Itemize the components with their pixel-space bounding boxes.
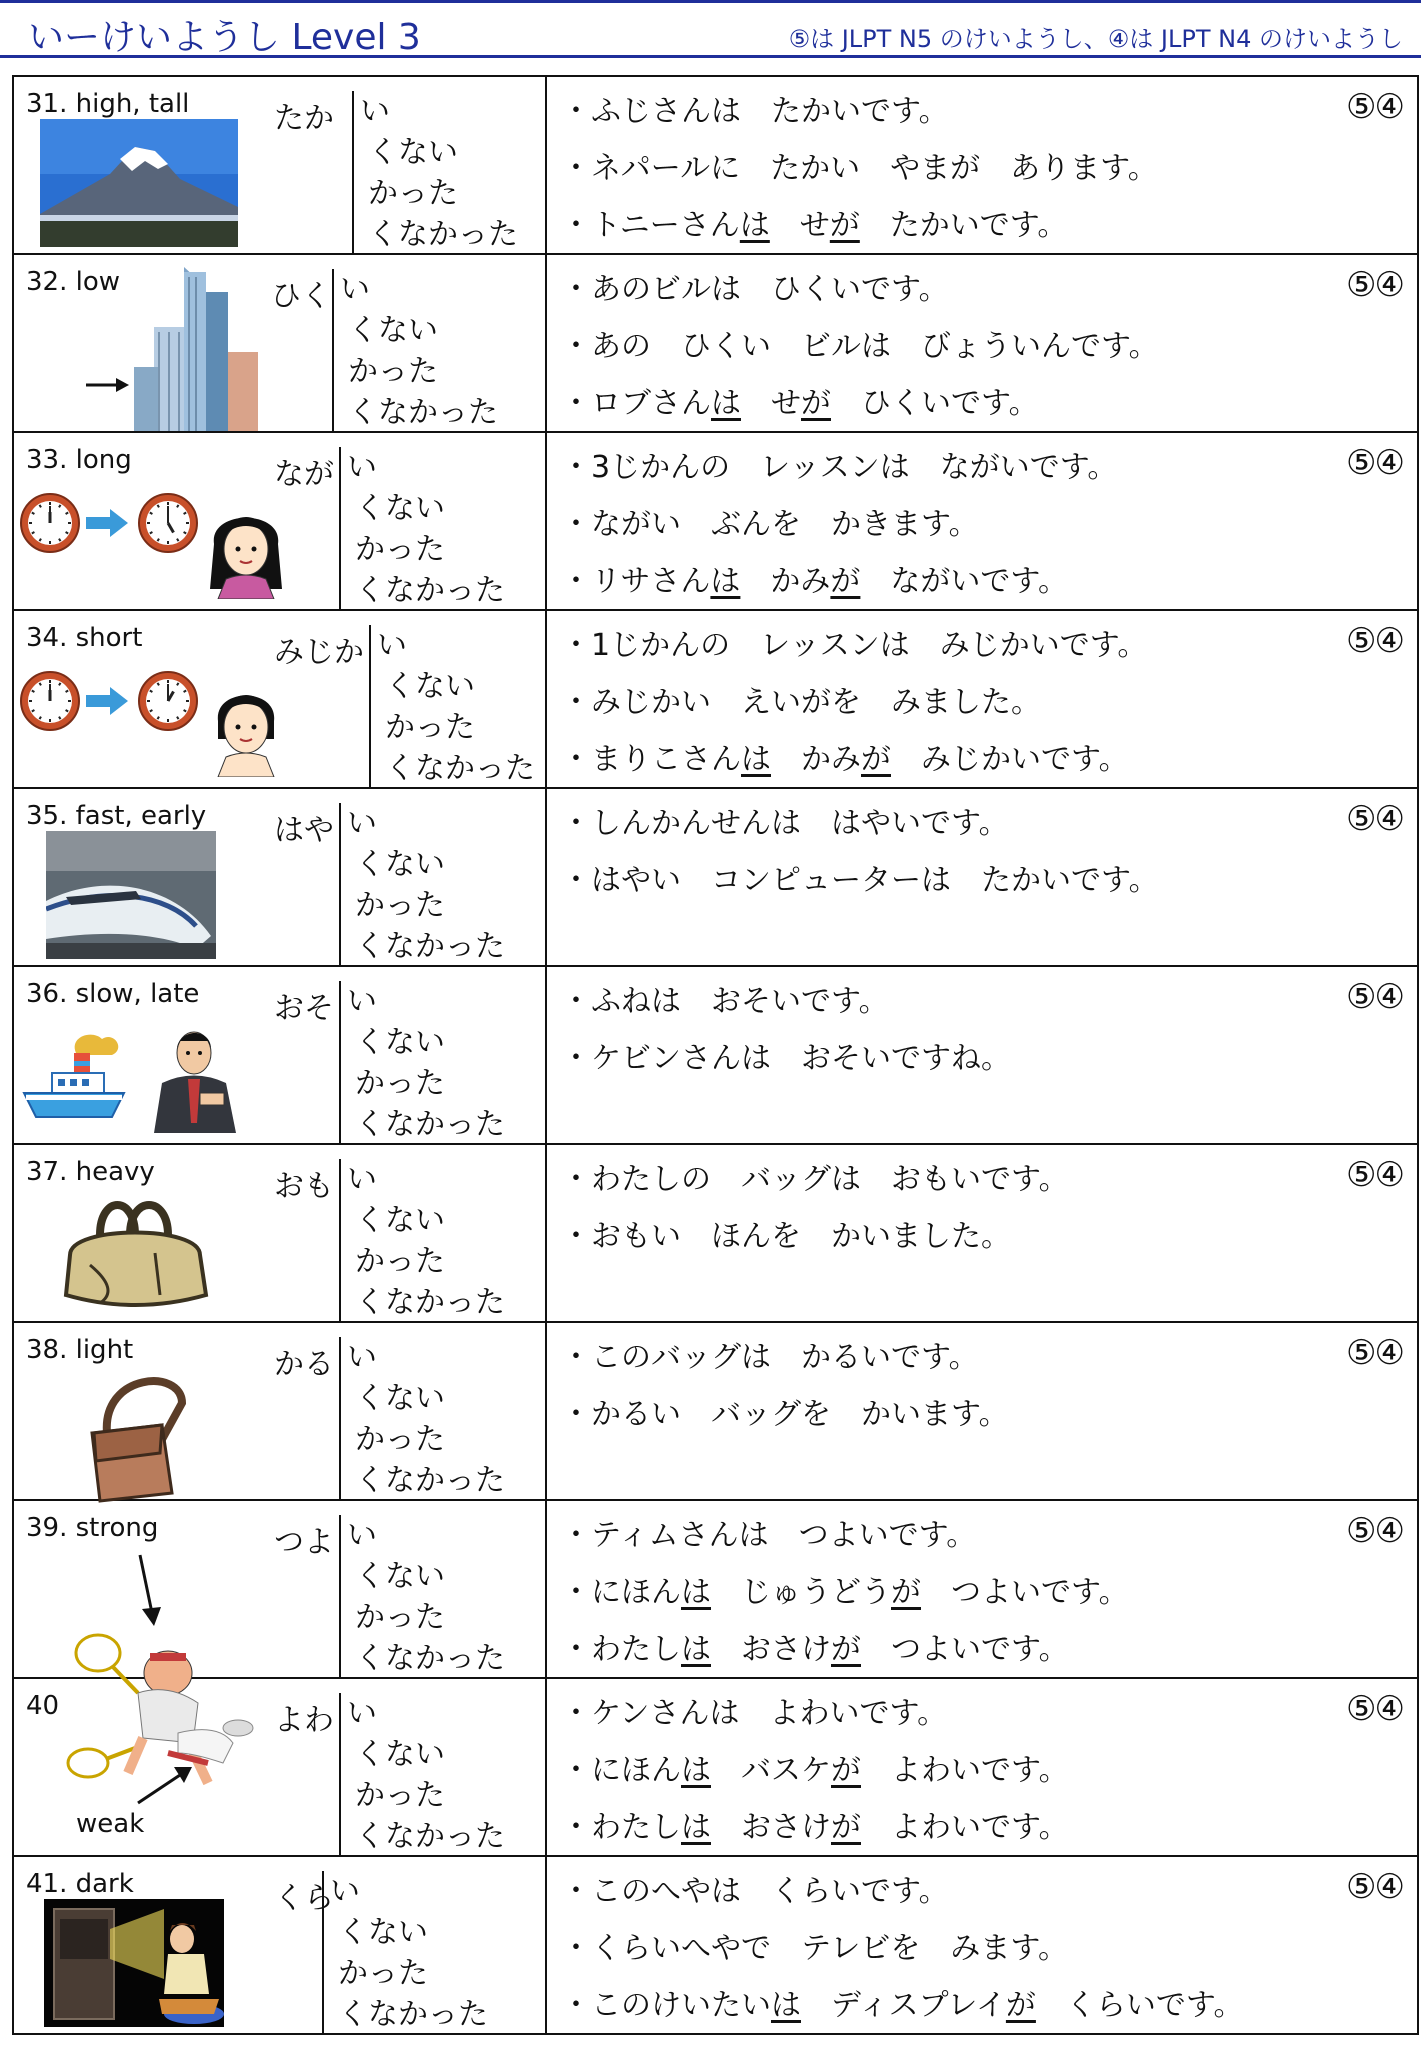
example-sentence <box>561 1742 1069 1799</box>
conjugation-form: かった <box>338 1956 428 1991</box>
conjugation-form: くない <box>355 847 445 882</box>
example-sentence <box>561 496 1117 553</box>
sentence-text: ・このへやは くらいです。 <box>561 1874 949 1909</box>
word-label: 41. dark <box>26 1869 134 1899</box>
mountain-image <box>40 119 238 251</box>
sentence-text: ・このバッグは かるいです。 <box>561 1340 979 1375</box>
conjugation-list <box>352 91 518 255</box>
conjugation-form: い <box>347 1162 377 1197</box>
example-cell <box>547 255 1417 431</box>
sentence-text: バスケ <box>711 1753 831 1788</box>
short-hair-woman-image <box>204 677 288 781</box>
word-stem: くら <box>274 1881 334 1916</box>
word-stem: ひく <box>271 279 331 314</box>
word-cell <box>14 77 547 253</box>
sentence-text: つよいです。 <box>921 1575 1129 1610</box>
conjugation-form: くなかった <box>355 1641 505 1676</box>
word-label: 32. low <box>26 267 121 297</box>
example-sentence <box>561 197 1158 254</box>
conjugation-form: くなかった <box>385 751 535 786</box>
table-row <box>14 1857 1417 2035</box>
sentence-text: ・しんかんせんは はやいです。 <box>561 806 1009 841</box>
example-sentence <box>561 1030 1011 1087</box>
particle: は <box>710 564 741 599</box>
word-label: 39. strong <box>26 1513 159 1543</box>
word-label: 37. heavy <box>26 1157 155 1187</box>
page-header <box>0 0 1421 58</box>
conjugation-form: かった <box>355 1600 445 1635</box>
sentence-text: ・みじかい えいがを みました。 <box>561 685 1041 720</box>
conjugation-form: かった <box>368 176 458 211</box>
particle: は <box>741 742 771 777</box>
conjugation-list <box>339 1159 505 1323</box>
sentence-text: くらいです。 <box>1035 1988 1244 2023</box>
word-stem: はや <box>274 813 334 848</box>
bullet-train-image <box>46 831 216 963</box>
example-sentence <box>561 617 1147 674</box>
example-sentence <box>561 439 1117 496</box>
word-cell <box>14 789 547 965</box>
jlpt-level-mark: ⑤④ <box>1346 1511 1403 1551</box>
word-label: 33. long <box>26 445 132 475</box>
particle: が <box>891 1575 921 1610</box>
sentence-text: かみ <box>740 564 831 599</box>
conjugation-form: くない <box>355 1025 445 1060</box>
example-cell <box>547 1679 1417 1855</box>
conjugation-form: くなかった <box>355 1463 505 1498</box>
example-cell <box>547 1145 1417 1321</box>
sentence-text: ・ロブさん <box>561 386 711 421</box>
table-row <box>14 1501 1417 1679</box>
word-label: 31. high, tall <box>26 89 190 119</box>
example-cell <box>547 1323 1417 1499</box>
conjugation-list <box>322 1871 488 2035</box>
word-stem: おも <box>274 1169 334 1204</box>
conjugation-form: い <box>347 984 377 1019</box>
example-sentence <box>561 1863 1244 1920</box>
example-cell <box>547 77 1417 253</box>
sentence-text: かみ <box>771 742 861 777</box>
conjugation-form: かった <box>355 1244 445 1279</box>
word-label: 34. short <box>26 623 143 653</box>
example-sentence <box>561 1799 1069 1856</box>
example-sentence <box>561 731 1147 788</box>
example-sentence <box>561 140 1158 197</box>
sentence-text: せ <box>769 208 830 243</box>
conjugation-form: い <box>340 272 370 307</box>
sentence-text: ・ティムさんは つよいです。 <box>561 1518 977 1553</box>
particle: が <box>861 742 891 777</box>
word-stem: おそ <box>274 991 334 1026</box>
example-sentence <box>561 1564 1129 1621</box>
example-sentence <box>561 973 1011 1030</box>
sentence-text: ・ながい ぶんを かきます。 <box>561 507 979 542</box>
example-sentence <box>561 318 1159 375</box>
sentence-text: おさけ <box>711 1810 831 1845</box>
word-stem: みじか <box>274 635 364 670</box>
example-cell <box>547 967 1417 1143</box>
conjugation-form: かった <box>355 1422 445 1457</box>
word-cell <box>14 1145 547 1321</box>
particle: は <box>771 1988 801 2023</box>
example-sentence <box>561 674 1147 731</box>
particle: は <box>681 1753 711 1788</box>
conjugation-form: くなかった <box>355 1285 505 1320</box>
jlpt-level-mark: ⑤④ <box>1346 977 1403 1017</box>
particle: が <box>831 1632 861 1667</box>
sentence-text: ・1じかんの レッスンは みじかいです。 <box>561 628 1148 663</box>
table-row <box>14 789 1417 967</box>
jlpt-level-mark: ⑤④ <box>1346 265 1403 305</box>
example-sentence <box>561 1208 1069 1265</box>
sentence-text: ・わたし <box>561 1632 681 1667</box>
particle: は <box>681 1575 711 1610</box>
word-stem: たか <box>274 101 334 136</box>
example-sentence <box>561 1685 1069 1742</box>
sentence-text: ・3じかんの レッスンは ながいです。 <box>561 450 1118 485</box>
conjugation-form: くなかった <box>355 1107 505 1142</box>
conjugation-form: くない <box>355 1559 445 1594</box>
example-sentence <box>561 1621 1129 1678</box>
conjugation-form: くない <box>355 491 445 526</box>
particle: が <box>831 1810 861 1845</box>
sentence-text: ・ふねは おそいです。 <box>561 984 889 1019</box>
conjugation-form: くなかった <box>338 1997 488 2032</box>
sentence-text: ・トニーさん <box>561 208 740 243</box>
sentence-text: ひくいです。 <box>831 386 1039 421</box>
sentence-text: ・にほん <box>561 1753 681 1788</box>
example-sentence <box>561 261 1159 318</box>
clock-icon <box>18 491 82 559</box>
conjugation-form: い <box>347 450 377 485</box>
sentence-text: ディスプレイ <box>801 1988 1006 2023</box>
sentence-text: ・ケビンさんは おそいですね。 <box>561 1041 1011 1076</box>
sentence-text: じゅうどう <box>711 1575 891 1610</box>
example-sentence <box>561 375 1159 432</box>
sentence-text: よわいです。 <box>861 1753 1069 1788</box>
particle: が <box>829 208 860 243</box>
arrow-right-icon <box>86 685 130 721</box>
example-sentence <box>561 1507 1129 1564</box>
example-sentence <box>561 1151 1069 1208</box>
sentence-text: ・ケンさんは よわいです。 <box>561 1696 948 1731</box>
particle: が <box>830 564 861 599</box>
word-sublabel: weak <box>76 1809 145 1839</box>
sentence-text: ・くらいへやで テレビを みます。 <box>561 1931 1068 1966</box>
example-cell <box>547 1501 1417 1677</box>
particle: は <box>681 1632 711 1667</box>
sentence-text: つよいです。 <box>861 1632 1069 1667</box>
conjugation-form: くなかった <box>355 573 505 608</box>
word-cell <box>14 1323 547 1499</box>
sentence-text: ながいです。 <box>860 564 1069 599</box>
example-sentence <box>561 1920 1244 1977</box>
conjugation-form: くなかった <box>355 1819 505 1854</box>
sentence-text: ・わたし <box>561 1810 681 1845</box>
sentence-text: ・はやい コンピューターは たかいです。 <box>561 863 1159 898</box>
conjugation-form: くない <box>338 1915 428 1950</box>
jlpt-level-mark: ⑤④ <box>1346 1155 1403 1195</box>
conjugation-form: くなかった <box>348 395 498 430</box>
conjugation-form: い <box>347 806 377 841</box>
conjugation-list <box>339 1693 505 1857</box>
conjugation-form: い <box>360 94 390 129</box>
table-row <box>14 1145 1417 1323</box>
heavy-bag-image <box>60 1195 210 1315</box>
example-cell <box>547 611 1417 787</box>
sentence-text: ・かるい バッグを かいます。 <box>561 1397 1009 1432</box>
table-row <box>14 1323 1417 1501</box>
jlpt-level-mark: ⑤④ <box>1346 1333 1403 1373</box>
example-sentence <box>561 1329 1009 1386</box>
page-subtitle: ⑤は JLPT N5 のけいようし、④は JLPT N4 のけいようし <box>788 25 1403 53</box>
conjugation-list <box>339 803 505 967</box>
sentence-text: ・わたしの バッグは おもいです。 <box>561 1162 1069 1197</box>
conjugation-form: かった <box>355 532 445 567</box>
particle: が <box>831 1753 861 1788</box>
example-sentence <box>561 795 1159 852</box>
conjugation-form: かった <box>355 888 445 923</box>
arrow-right-icon <box>84 375 130 399</box>
example-sentence <box>561 83 1158 140</box>
table-row <box>14 77 1417 255</box>
sentence-text: ・このけいたい <box>561 1988 771 2023</box>
jlpt-level-mark: ⑤④ <box>1346 87 1403 127</box>
clock-icon <box>18 669 82 737</box>
clock-icon <box>136 491 200 559</box>
jlpt-level-mark: ⑤④ <box>1346 443 1403 483</box>
sentence-text: ・ネパールに たかい やまが あります。 <box>561 151 1158 186</box>
word-cell <box>14 967 547 1143</box>
particle: は <box>681 1810 711 1845</box>
sentence-text: せ <box>741 386 801 421</box>
conjugation-list <box>339 447 505 611</box>
conjugation-form: い <box>347 1518 377 1553</box>
example-sentence <box>561 553 1117 610</box>
conjugation-form: い <box>330 1874 360 1909</box>
sentence-text: よわいです。 <box>861 1810 1069 1845</box>
sentence-text: ・あのビルは ひくいです。 <box>561 272 949 307</box>
conjugation-form: くない <box>348 313 438 348</box>
sentence-text: みじかいです。 <box>891 742 1129 777</box>
conjugation-list <box>339 981 505 1145</box>
conjugation-form: くない <box>368 135 458 170</box>
sentence-text: ・おもい ほんを かいました。 <box>561 1219 1011 1254</box>
word-stem: つよ <box>274 1525 334 1560</box>
conjugation-form: い <box>377 628 407 663</box>
sentence-text: ・にほん <box>561 1575 681 1610</box>
sentence-text: おさけ <box>711 1632 831 1667</box>
example-cell <box>547 789 1417 965</box>
conjugation-list <box>339 1515 505 1679</box>
conjugation-form: くなかった <box>355 929 505 964</box>
ship-image <box>22 1027 126 1127</box>
word-stem: なが <box>274 457 334 492</box>
word-cell <box>14 1857 547 2033</box>
word-label: 38. light <box>26 1335 134 1365</box>
jlpt-level-mark: ⑤④ <box>1346 1867 1403 1907</box>
clock-icon <box>136 669 200 737</box>
word-cell <box>14 255 547 431</box>
sentence-text: ・ふじさんは たかいです。 <box>561 94 949 129</box>
word-label: 35. fast, early <box>26 801 207 831</box>
word-stem: かる <box>274 1347 334 1382</box>
word-cell <box>14 433 547 609</box>
example-sentence <box>561 1386 1009 1443</box>
arrow-right-icon <box>86 507 130 543</box>
sentence-text: ・リサさん <box>561 564 711 599</box>
sentence-text: ・まりこさん <box>561 742 741 777</box>
word-label: 40 <box>26 1691 60 1721</box>
conjugation-form: い <box>347 1696 377 1731</box>
table-row <box>14 967 1417 1145</box>
conjugation-form: かった <box>385 710 475 745</box>
shoulder-bag-image <box>82 1363 192 1507</box>
businessman-image <box>144 1023 244 1137</box>
conjugation-list <box>369 625 535 789</box>
table-row <box>14 433 1417 611</box>
tennis-players-image <box>58 1613 258 1807</box>
conjugation-form: かった <box>355 1066 445 1101</box>
example-sentence <box>561 852 1159 909</box>
conjugation-list <box>339 1337 505 1501</box>
conjugation-form: くない <box>385 669 475 704</box>
word-cell <box>14 1501 547 1677</box>
conjugation-form: くない <box>355 1737 445 1772</box>
conjugation-list <box>332 269 498 433</box>
sentence-text: たかいです。 <box>859 208 1068 243</box>
jlpt-level-mark: ⑤④ <box>1346 621 1403 661</box>
conjugation-form: かった <box>348 354 438 389</box>
conjugation-form: くない <box>355 1381 445 1416</box>
vocab-table <box>12 75 1419 2035</box>
long-hair-woman-image <box>204 499 288 603</box>
word-label: 36. slow, late <box>26 979 200 1009</box>
building-image <box>134 267 264 435</box>
jlpt-level-mark: ⑤④ <box>1346 1689 1403 1729</box>
conjugation-form: い <box>347 1340 377 1375</box>
dark-room-image <box>44 1899 224 2031</box>
example-cell <box>547 433 1417 609</box>
example-sentence <box>561 1977 1244 2034</box>
table-row <box>14 611 1417 789</box>
particle: は <box>739 208 770 243</box>
particle: が <box>1005 1988 1036 2023</box>
word-stem: よわ <box>274 1703 334 1738</box>
word-cell <box>14 611 547 787</box>
page-title: いーけいようし Level 3 <box>28 17 421 58</box>
particle: が <box>801 386 831 421</box>
particle: は <box>711 386 741 421</box>
example-cell <box>547 1857 1417 2033</box>
table-row <box>14 255 1417 433</box>
sentence-text: ・あの ひくい ビルは びょういんです。 <box>561 329 1159 364</box>
jlpt-level-mark: ⑤④ <box>1346 799 1403 839</box>
conjugation-form: くなかった <box>368 217 518 252</box>
conjugation-form: くない <box>355 1203 445 1238</box>
conjugation-form: かった <box>355 1778 445 1813</box>
